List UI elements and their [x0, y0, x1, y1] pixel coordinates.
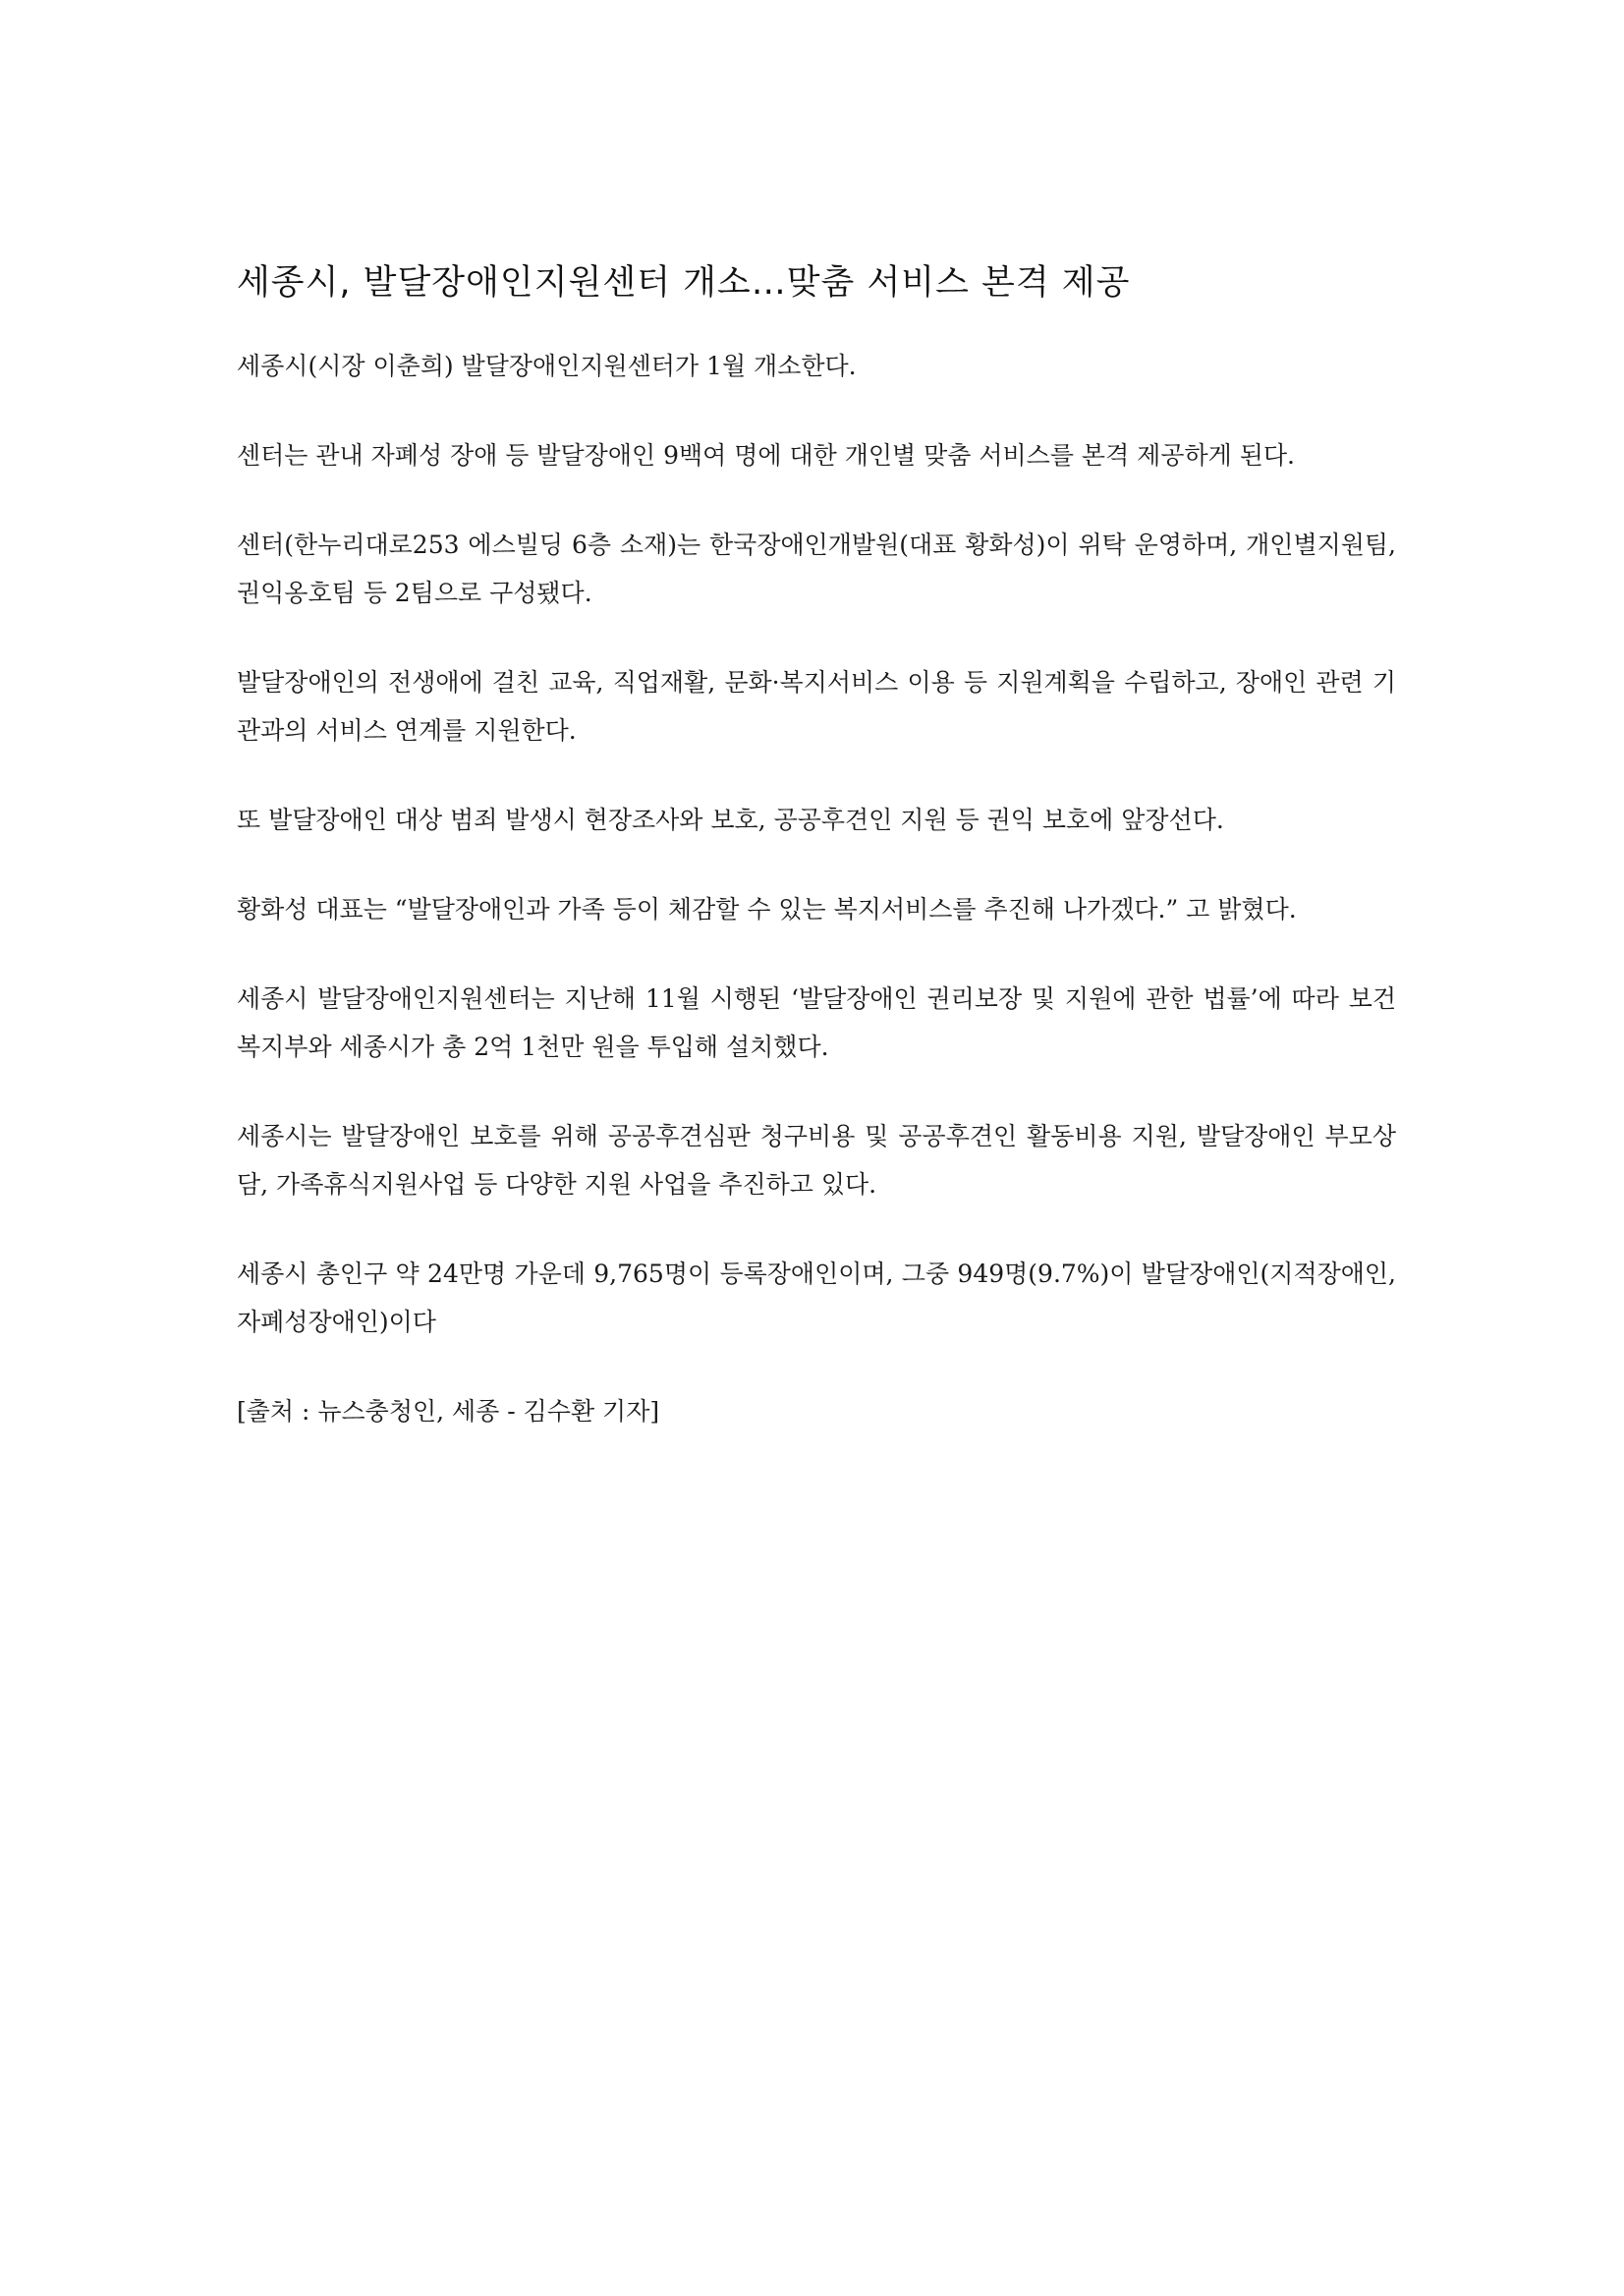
article-body	[237, 259, 1396, 1435]
paragraph-service: 센터는 관내 자폐성 장애 등 발달장애인 9백여 명에 대한 개인별 맞춤 서비스를 본격 제공하게 된다.	[237, 441, 1295, 470]
paragraph-rights-protection: 또 발달장애인 대상 범죄 발생시 현장조사와 보호, 공공후견인 지원 등 권익 보호에 앞장선다.	[237, 806, 1224, 834]
paragraph-opening: 세종시(시장 이춘희) 발달장애인지원센터가 1월 개소한다.	[237, 352, 857, 380]
paragraph-location: 센터(한누리대로253 에스빌딩 6층 소재)는 한국장애인개발원(대표 황화성)이 위탁 운영하며, 개인별지원팀, 권익옹호팀 등 2팀으로 구성됐다.	[237, 531, 1396, 607]
paragraph-city-programs: 세종시는 발달장애인 보호를 위해 공공후견심판 청구비용 및 공공후견인 활동비용 지원, 발달장애인 부모상담, 가족휴식지원사업 등 다양한 지원 사업을 추진하고 있다.	[237, 1122, 1396, 1199]
article-title: 세종시, 발달장애인지원센터 개소…맞춤 서비스 본격 제공	[237, 263, 1131, 303]
source-credit: [출처 : 뉴스충청인, 세종 - 김수환 기자]	[237, 1397, 660, 1426]
paragraph-support-plan: 발달장애인의 전생애에 걸친 교육, 직업재활, 문화·복지서비스 이용 등 지원계획을 수립하고, 장애인 관련 기관과의 서비스 연계를 지원한다.	[237, 668, 1396, 745]
paragraph-statistics: 세종시 총인구 약 24만명 가운데 9,765명이 등록장애인이며, 그중 949명(9.7%)이 발달장애인(지적장애인, 자폐성장애인)이다	[237, 1260, 1396, 1336]
paragraph-legal-basis: 세종시 발달장애인지원센터는 지난해 11월 시행된 ‘발달장애인 권리보장 및 지원에 관한 법률’에 따라 보건복지부와 세종시가 총 2억 1천만 원을 투입해 설치했다.	[237, 984, 1396, 1061]
paragraph-quote: 황화성 대표는 “발달장애인과 가족 등이 체감할 수 있는 복지서비스를 추진해 나가겠다.” 고 밝혔다.	[237, 895, 1297, 924]
